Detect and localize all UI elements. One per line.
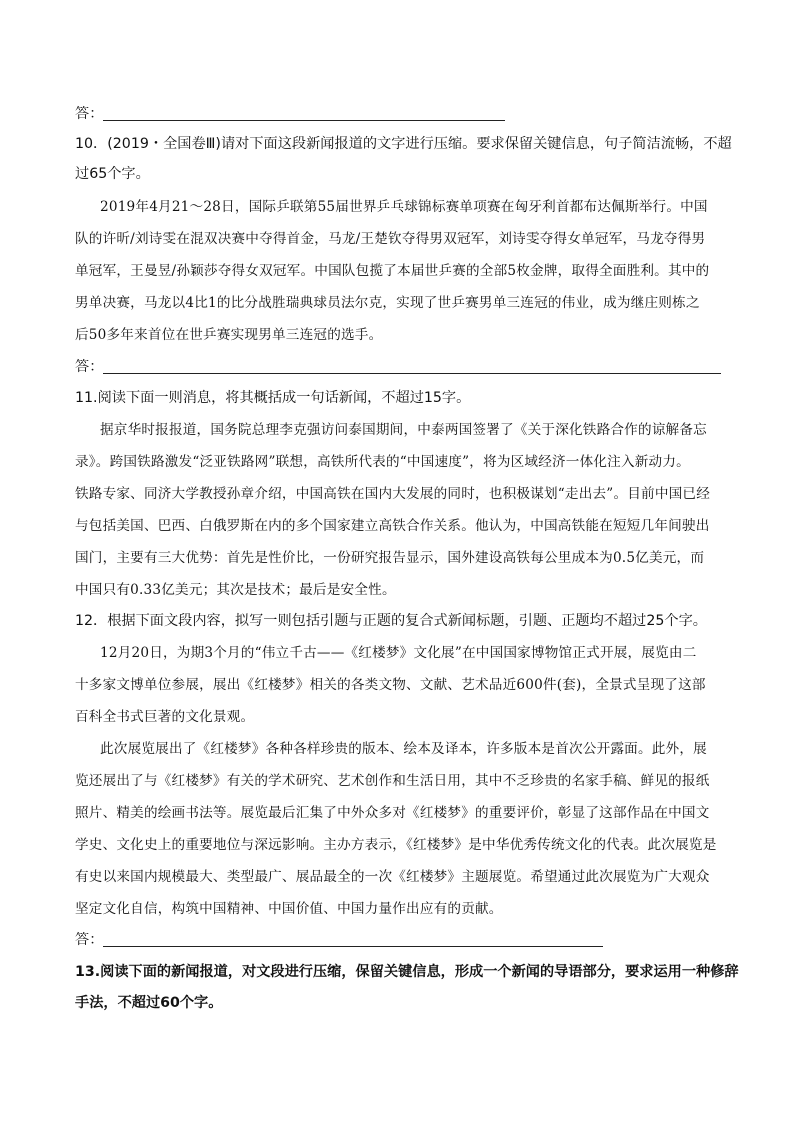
q12-passage-line: 12月20日，为期3个月的“伟立千古——《红楼梦》文化展”在中国国家博物馆正式开展，展览由二 [100,645,697,661]
q10-passage-line: 2019年4月21～28日，国际乒联第55届世界乒乓球锦标赛单项赛在匈牙利首都布达佩斯举行。中国 [100,199,708,215]
q12-passage-line: 有史以来国内规模最大、类型最广、展品最全的一次《红楼梦》主题展览。希望通过此次展览为广大观众 [75,869,710,885]
q10-passage-line: 后50多年来首位在世乒赛实现男单三连冠的选手。 [75,327,383,343]
answer-label: 答： [75,106,104,122]
q12-passage-line: 览还展出了与《红楼梦》有关的学术研究、艺术创作和生活日用，其中不乏珍贵的名家手稿、鲜见的报纸 [75,773,710,789]
answer-underline [103,120,505,121]
question-13-line-2: 手法，不超过60个字。 [75,995,223,1011]
q10-passage-line: 队的许昕/刘诗雯在混双决赛中夺得首金，马龙/王楚钦夺得男双冠军，刘诗雯夺得女单冠军，马龙夺得男 [75,231,706,247]
q12-passage-line: 此次展览展出了《红楼梦》各种各样珍贵的版本、绘本及译本，许多版本是首次公开露面。此外，展 [100,741,707,757]
q12-passage-line: 照片、精美的绘画书法等。展览最后汇集了中外众多对《红楼梦》的重要评价，彰显了这部作品在中国文 [75,805,710,821]
question-12-line-1: 12．根据下面文段内容，拟写一则包括引题与正题的复合式新闻标题，引题、正题均不超过25个字。 [75,613,707,629]
question-10-line-2: 过65个字。 [75,166,150,182]
q11-passage-line: 录》。跨国铁路激发“泛亚铁路网”联想，高铁所代表的“中国速度”，将为区域经济一体化注入新动力。 [75,454,690,470]
answer-label: 答： [75,359,104,375]
answer-underline [103,946,603,947]
q11-passage-line: 据京华时报报道，国务院总理李克强访问泰国期间，中泰两国签署了《关于深化铁路合作的谅解备忘 [100,422,707,438]
q11-passage-line: 与包括美国、巴西、白俄罗斯在内的多个国家建立高铁合作关系。他认为，中国高铁能在短短几年间驶出 [75,518,710,534]
q11-passage-line: 铁路专家、同济大学教授孙章介绍，中国高铁在国内大发展的同时，也积极谋划“走出去”。目前中国已经 [75,486,711,502]
answer-label: 答： [75,932,104,948]
q11-passage-line: 国门，主要有三大优势：首先是性价比，一份研究报告显示，国外建设高铁每公里成本为0.5亿美元，而 [75,550,705,566]
q11-passage-line: 中国只有0.33亿美元；其次是技术；最后是安全性。 [75,582,396,598]
q12-passage-line: 十多家文博单位参展，展出《红楼梦》相关的各类文物、文献、艺术品近600件(套)，全景式呈现了这部 [75,677,706,693]
q10-passage-line: 单冠军，王曼昱/孙颖莎夺得女双冠军。中国队包揽了本届世乒赛的全部5枚金牌，取得全面胜利。其中的 [75,263,710,279]
question-11-line-1: 11.阅读下面一则消息，将其概括成一句话新闻，不超过15字。 [75,390,471,406]
q10-passage-line: 男单决赛，马龙以4比1的比分战胜瑞典球员法尔克，实现了世乒赛男单三连冠的伟业，成为继庄则栋之 [75,295,700,311]
question-13-line-1: 13.阅读下面的新闻报道，对文段进行压缩，保留关键信息，形成一个新闻的导语部分，要求运用一种修辞 [75,964,739,980]
q12-passage-line: 学史、文化史上的重要地位与深远影响。主办方表示，《红楼梦》是中华优秀传统文化的代表。此次展览是 [75,837,717,853]
question-10-line-1: 10．(2019・全国卷Ⅲ)请对下面这段新闻报道的文字进行压缩。要求保留关键信息，句子简洁流畅，不超 [75,136,732,152]
answer-underline [103,373,721,374]
q12-passage-line: 百科全书式巨著的文化景观。 [75,709,255,725]
q12-passage-line: 坚定文化自信，构筑中国精神、中国价值、中国力量作出应有的贡献。 [75,901,503,917]
